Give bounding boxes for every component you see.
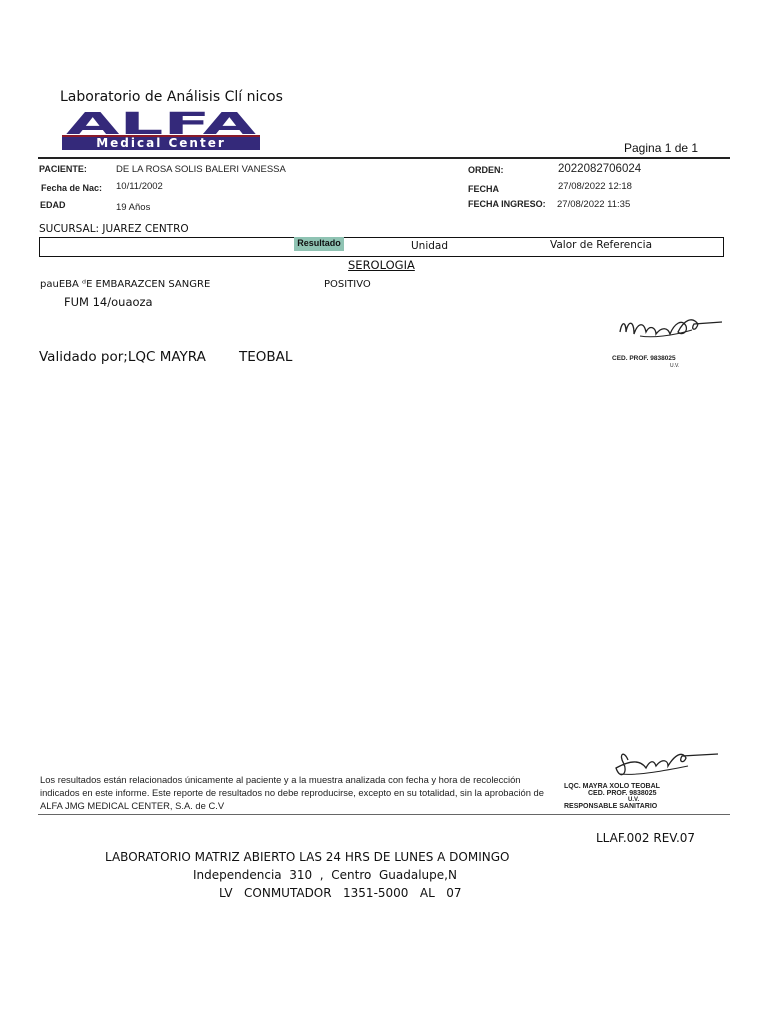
edad-label: EDAD — [40, 200, 66, 210]
signature-1-caption: CED. PROF. 9838025 — [612, 355, 676, 362]
sucursal: SUCURSAL: JUAREZ CENTRO — [39, 223, 189, 235]
disclaimer: Los resultados están relacionados únicamente al paciente y a la muestra analizada con fecha y hora de recolección indicados en este informe. Este reporte de resultados no debe reproducirse, excepto en su totalidad, sin la aprobación de ALFA JMG MEDICAL CENTER, S.A. de C.V — [40, 774, 544, 811]
test-name: pauEBA ᵈE EMBARAZCEN SANGRE — [40, 279, 211, 290]
signature-2-underline — [620, 766, 688, 774]
logo-brand: ALFA — [66, 107, 258, 142]
test-result: POSITIVO — [324, 279, 371, 290]
signature-2 — [558, 746, 728, 810]
fecha-nac-label: Fecha de Nac: — [41, 183, 103, 193]
page-number: Pagina 1 de 1 — [624, 141, 699, 155]
paciente-value: DE LA ROSA SOLIS BALERI VANESSA — [116, 164, 286, 175]
header-divider — [38, 157, 730, 159]
orden-value: 2022082706024 — [558, 163, 642, 175]
footer-divider — [38, 814, 730, 815]
signature-1-sub: U.V. — [670, 363, 680, 368]
form-code: LLAF.002 REV.07 — [596, 831, 696, 845]
signature-2-uv: U.V. — [628, 797, 640, 803]
validator-name: TEOBAL — [239, 349, 293, 365]
lab-info-line-2: Independencia 310 , Centro Guadalupe,N — [193, 868, 457, 882]
lab-info-line-1: LABORATORIO MATRIZ ABIERTO LAS 24 HRS DE LUNES A DOMINGO — [105, 850, 510, 864]
lab-info-line-3: LV CONMUTADOR 1351-5000 AL 07 — [219, 886, 462, 900]
fecha-ingreso-value: 27/08/2022 11:35 — [557, 199, 631, 210]
section-title: SEROLOGIA — [348, 258, 415, 272]
fecha-ingreso-label: FECHA INGRESO: — [468, 199, 546, 209]
signature-2-ced: CED. PROF. 9838025 — [588, 790, 657, 797]
validated-by: Validado por;LQC MAYRA — [39, 349, 206, 365]
fecha-value: 27/08/2022 12:18 — [558, 181, 632, 192]
unidad-header: Unidad — [411, 240, 449, 252]
edad-value: 19 Años — [116, 202, 151, 213]
signature-1-stroke — [620, 320, 722, 334]
fecha-nac-value: 10/11/2002 — [116, 181, 163, 192]
lab-title: Laboratorio de Análisis Clí nicos — [60, 89, 283, 105]
alfa-logo — [62, 106, 260, 152]
signature-2-name: LQC. MAYRA XOLO TEOBAL — [564, 783, 660, 790]
signature-2-role: RESPONSABLE SANITARIO — [564, 803, 658, 810]
signature-1 — [612, 310, 724, 368]
orden-label: ORDEN: — [468, 165, 504, 175]
signature-2-stroke — [616, 754, 718, 775]
test-note: FUM 14/ouaoza — [64, 295, 153, 309]
fecha-label: FECHA — [468, 184, 499, 194]
resultado-header: Resultado — [294, 237, 344, 251]
valor-referencia-header: Valor de Referencia — [550, 239, 653, 251]
paciente-label: PACIENTE: — [39, 164, 87, 174]
logo-subtitle: Medical Center — [96, 136, 226, 150]
